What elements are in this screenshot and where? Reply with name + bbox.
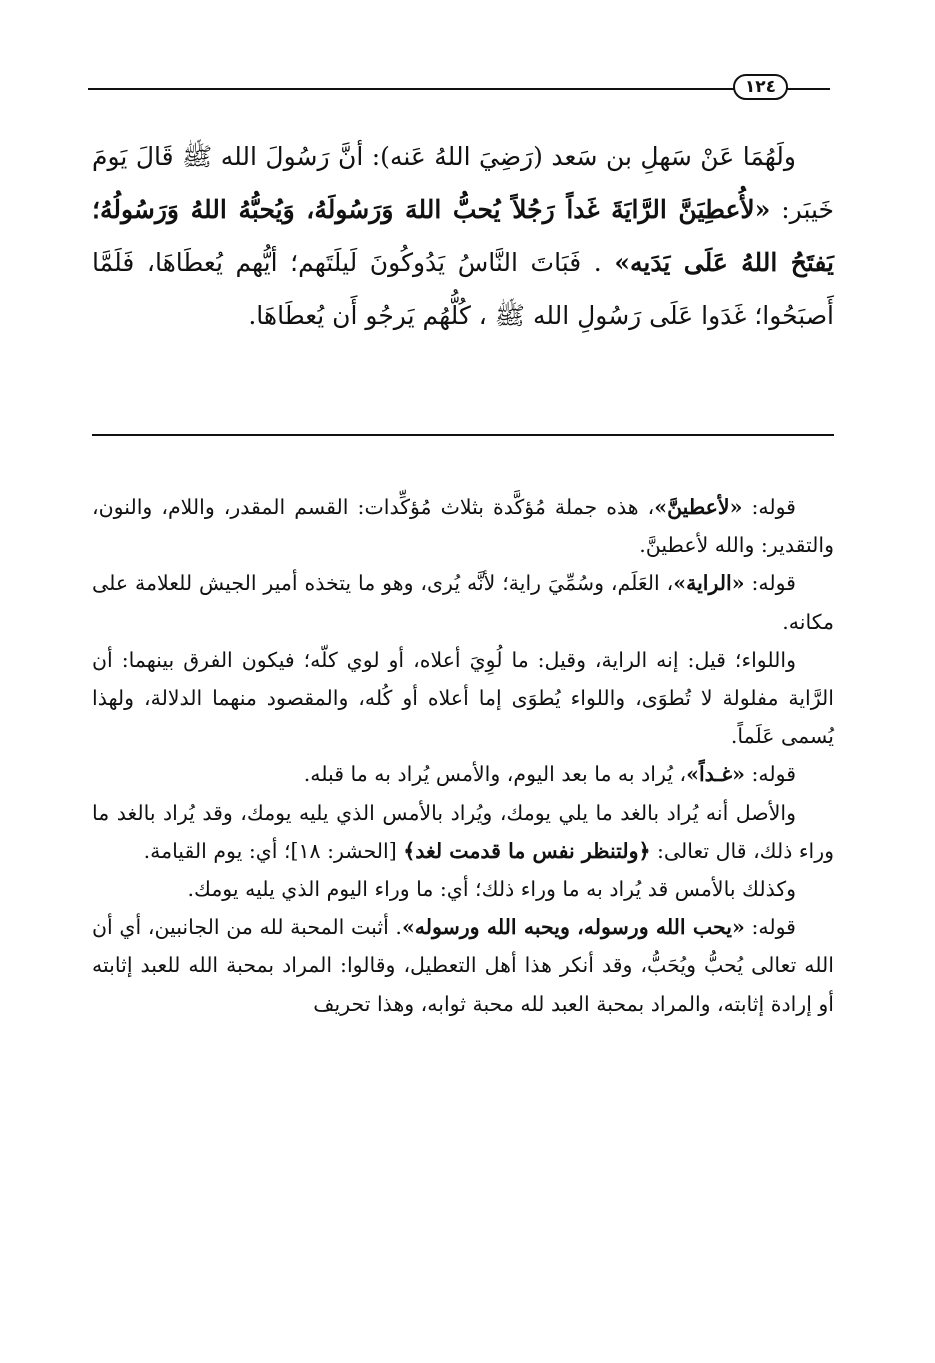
commentary-lead: قوله: [744,571,796,596]
commentary-lead: قوله: [744,762,796,787]
commentary-text: . أثبت المحبة لله من الجانبين، أي أن الله تعالى يُحبُّ ويُحَبُّ، وقد أنكر هذا أهل التعطيل، وقالوا: المراد بمحبة الله للعبد إثابته أو إرادة إثابته، والمراد بمحبة العبد لله محبة ثوابه، وهذا تحريف [92,915,834,1016]
commentary-paragraph-3 [92,641,834,756]
commentary-term: «غـداً» [686,762,745,787]
hadith-intro: ولَهُمَا عَنْ سَهلِ بن سَعد (رَضِيَ اللهُ عَنه): أنَّ رَسُولَ الله ﷺ قَالَ يَومَ خَيبَر: [92,142,834,224]
commentary-term: «يحب الله ورسوله، ويحبه الله ورسوله» [401,915,745,940]
commentary-text: ، العَلَم، وسُمِّيَ راية؛ لأنَّه يُرى، وهو ما يتخذه أمير الجيش للعلامة على مكانه. [92,571,834,634]
commentary-paragraph-1 [92,488,834,564]
hadith-paragraph [92,130,834,342]
commentary-paragraph-7 [92,908,834,1023]
commentary-text: والأصل أنه يُراد بالغد ما يلي يومك، ويُراد بالأمس الذي يليه يومك، وقد يُراد بالغد ما وراء ذلك، قال تعالى: [92,800,834,863]
commentary-text: ، هذه جملة مُؤكَّدة بثلاث مُؤكِّدات: القسم المقدر، واللام، والنون، والتقدير: والله لأعطينَّ. [92,495,834,558]
footnote-separator [92,434,834,436]
header-rule [88,88,830,90]
commentary-text: وكذلك بالأمس قد يُراد به ما وراء ذلك؛ أي: ما وراء اليوم الذي يليه يومك. [187,877,796,902]
page-number: ١٢٤ [733,74,788,100]
commentary-text: واللواء؛ قيل: إنه الراية، وقيل: ما لُوِيَ أعلاه، أو لوي كلّه؛ فيكون الفرق بينهما: أن الرَّاية مفلولة لا تُطوَى، واللواء يُطوَى إما أعلاه أو كُله، والمقصود منهما الدلالة، ولهذا يُسمى عَلَماً. [92,647,834,749]
hadith-rest: . فَبَاتَ النَّاسُ يَدُوكُونَ لَيلَتَهم؛ أيُّهم يُعطَاهَا، فَلَمَّا أَصبَحُوا؛ غَدَوا عَلَى رَسُولِ الله ﷺ ، كُلُّهُم يَرجُو أَن يُعطَاهَا. [92,248,834,330]
commentary-paragraph-5 [92,794,834,870]
commentary-term: «الراية» [673,571,745,596]
quran-verse: ﴿ولتنظر نفس ما قدمت لغد﴾ [403,838,651,863]
hadith-quote: «لأُعطِيَنَّ الرَّايَةَ غَداً رَجُلاً يُحبُّ اللهَ وَرَسُولَهُ، وَيُحبُّهُ اللهُ وَرَسُولُهُ؛ يَفتَحُ اللهُ عَلَى يَدَيه» [92,195,834,277]
commentary-term: «لأعطينَّ» [654,495,743,519]
commentary-paragraph-4 [92,755,834,793]
commentary-text: [الحشر: ١٨]؛ أي: يوم القيامة. [143,838,404,863]
commentary-text: ، يُراد به ما بعد اليوم، والأمس يُراد به ما قبله. [303,762,687,787]
commentary-lead: قوله: [742,495,796,519]
commentary-paragraph-2 [92,564,834,640]
commentary-lead: قوله: [744,915,796,940]
hadith-text [92,130,834,342]
commentary-paragraph-6 [92,870,834,908]
page-header [88,72,830,104]
commentary [92,488,834,1023]
